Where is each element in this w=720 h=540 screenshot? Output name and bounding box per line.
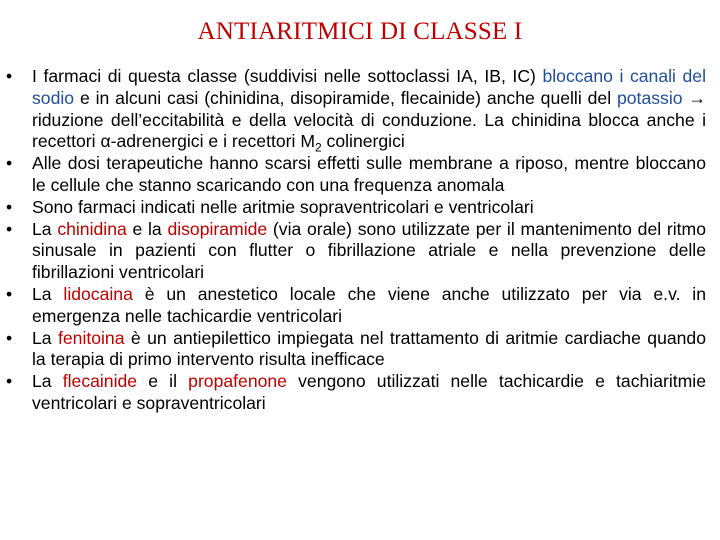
bullet-item (6, 328, 706, 372)
bullet-dot-icon: • (6, 218, 13, 239)
bullet-text: vengono utilizzati nelle tachicardie e tachiaritmie ventricolari e sopraventricolari (32, 371, 706, 413)
bullet-text: Sono farmaci indicati nelle aritmie sopraventricolari e ventricolari (32, 196, 534, 217)
highlight-term: bloccano i canali del sodio (32, 66, 706, 108)
bullet-text: è un antiepilettico impiegata nel trattamento di aritmie cardiache quando la terapia di primo intervento risulta inefficace (32, 327, 706, 370)
drug-name: propafenone (188, 371, 287, 392)
bullet-text: I farmaci di questa classe (suddivisi nelle sottoclassi IA, IB, IC) (32, 66, 543, 86)
bullet-text: La (32, 371, 63, 392)
bullet-item (6, 197, 706, 219)
bullet-text: La (32, 218, 58, 239)
bullet-text: La (32, 327, 58, 348)
bullet-dot-icon: • (6, 66, 13, 86)
drug-name: chinidina (57, 218, 127, 239)
highlight-term: potassio (616, 87, 683, 108)
drug-name: disopiramide (167, 218, 268, 239)
bullet-dot-icon: • (6, 283, 13, 304)
bullet-item (6, 219, 706, 284)
bullet-text: e la (126, 218, 168, 239)
bullet-text: (via orale) sono utilizzate per il mantenimento del ritmo sinusale in pazienti con flutter o fibrillazione atriale e nella prevenzione delle fibrillazioni ventricolari (32, 218, 706, 283)
bullet-text: Alle dosi terapeutiche hanno scarsi effetti sulle membrane a riposo, mentre bloccano le cellule che stanno scaricando con una frequenza anomala (32, 153, 706, 195)
bullet-dot-icon: • (6, 153, 13, 174)
bullet-item (6, 66, 706, 153)
slide-title: ANTIARITMICI DI CLASSE I (197, 18, 523, 45)
bullet-text: colinergici (321, 131, 405, 152)
bullet-item (6, 371, 706, 415)
bullet-dot-icon: • (6, 327, 13, 348)
subscript: 2 (314, 140, 322, 155)
bullet-dot-icon: • (6, 371, 13, 392)
drug-name: fenitoina (57, 327, 125, 348)
bullet-text: è un anestetico locale che viene anche utilizzato per via e.v. in emergenza nelle tachicardie ventricolari (32, 283, 706, 326)
bullet-text: → riduzione dell’eccitabilità e della velocità di conduzione. La chinidina blocca anche i recettori α-adrenergici e i recettori M (32, 87, 706, 152)
bullet-item (6, 284, 706, 328)
bullet-list (6, 66, 706, 415)
bullet-text: La (32, 283, 64, 304)
bullet-dot-icon: • (6, 196, 13, 217)
drug-name: lidocaina (63, 283, 133, 304)
drug-name: flecainide (62, 371, 138, 392)
bullet-text: e in alcuni casi (chinidina, disopiramide, flecainide) anche quelli del (74, 87, 617, 108)
bullet-text: e il (137, 371, 189, 392)
bullet-item (6, 153, 706, 197)
